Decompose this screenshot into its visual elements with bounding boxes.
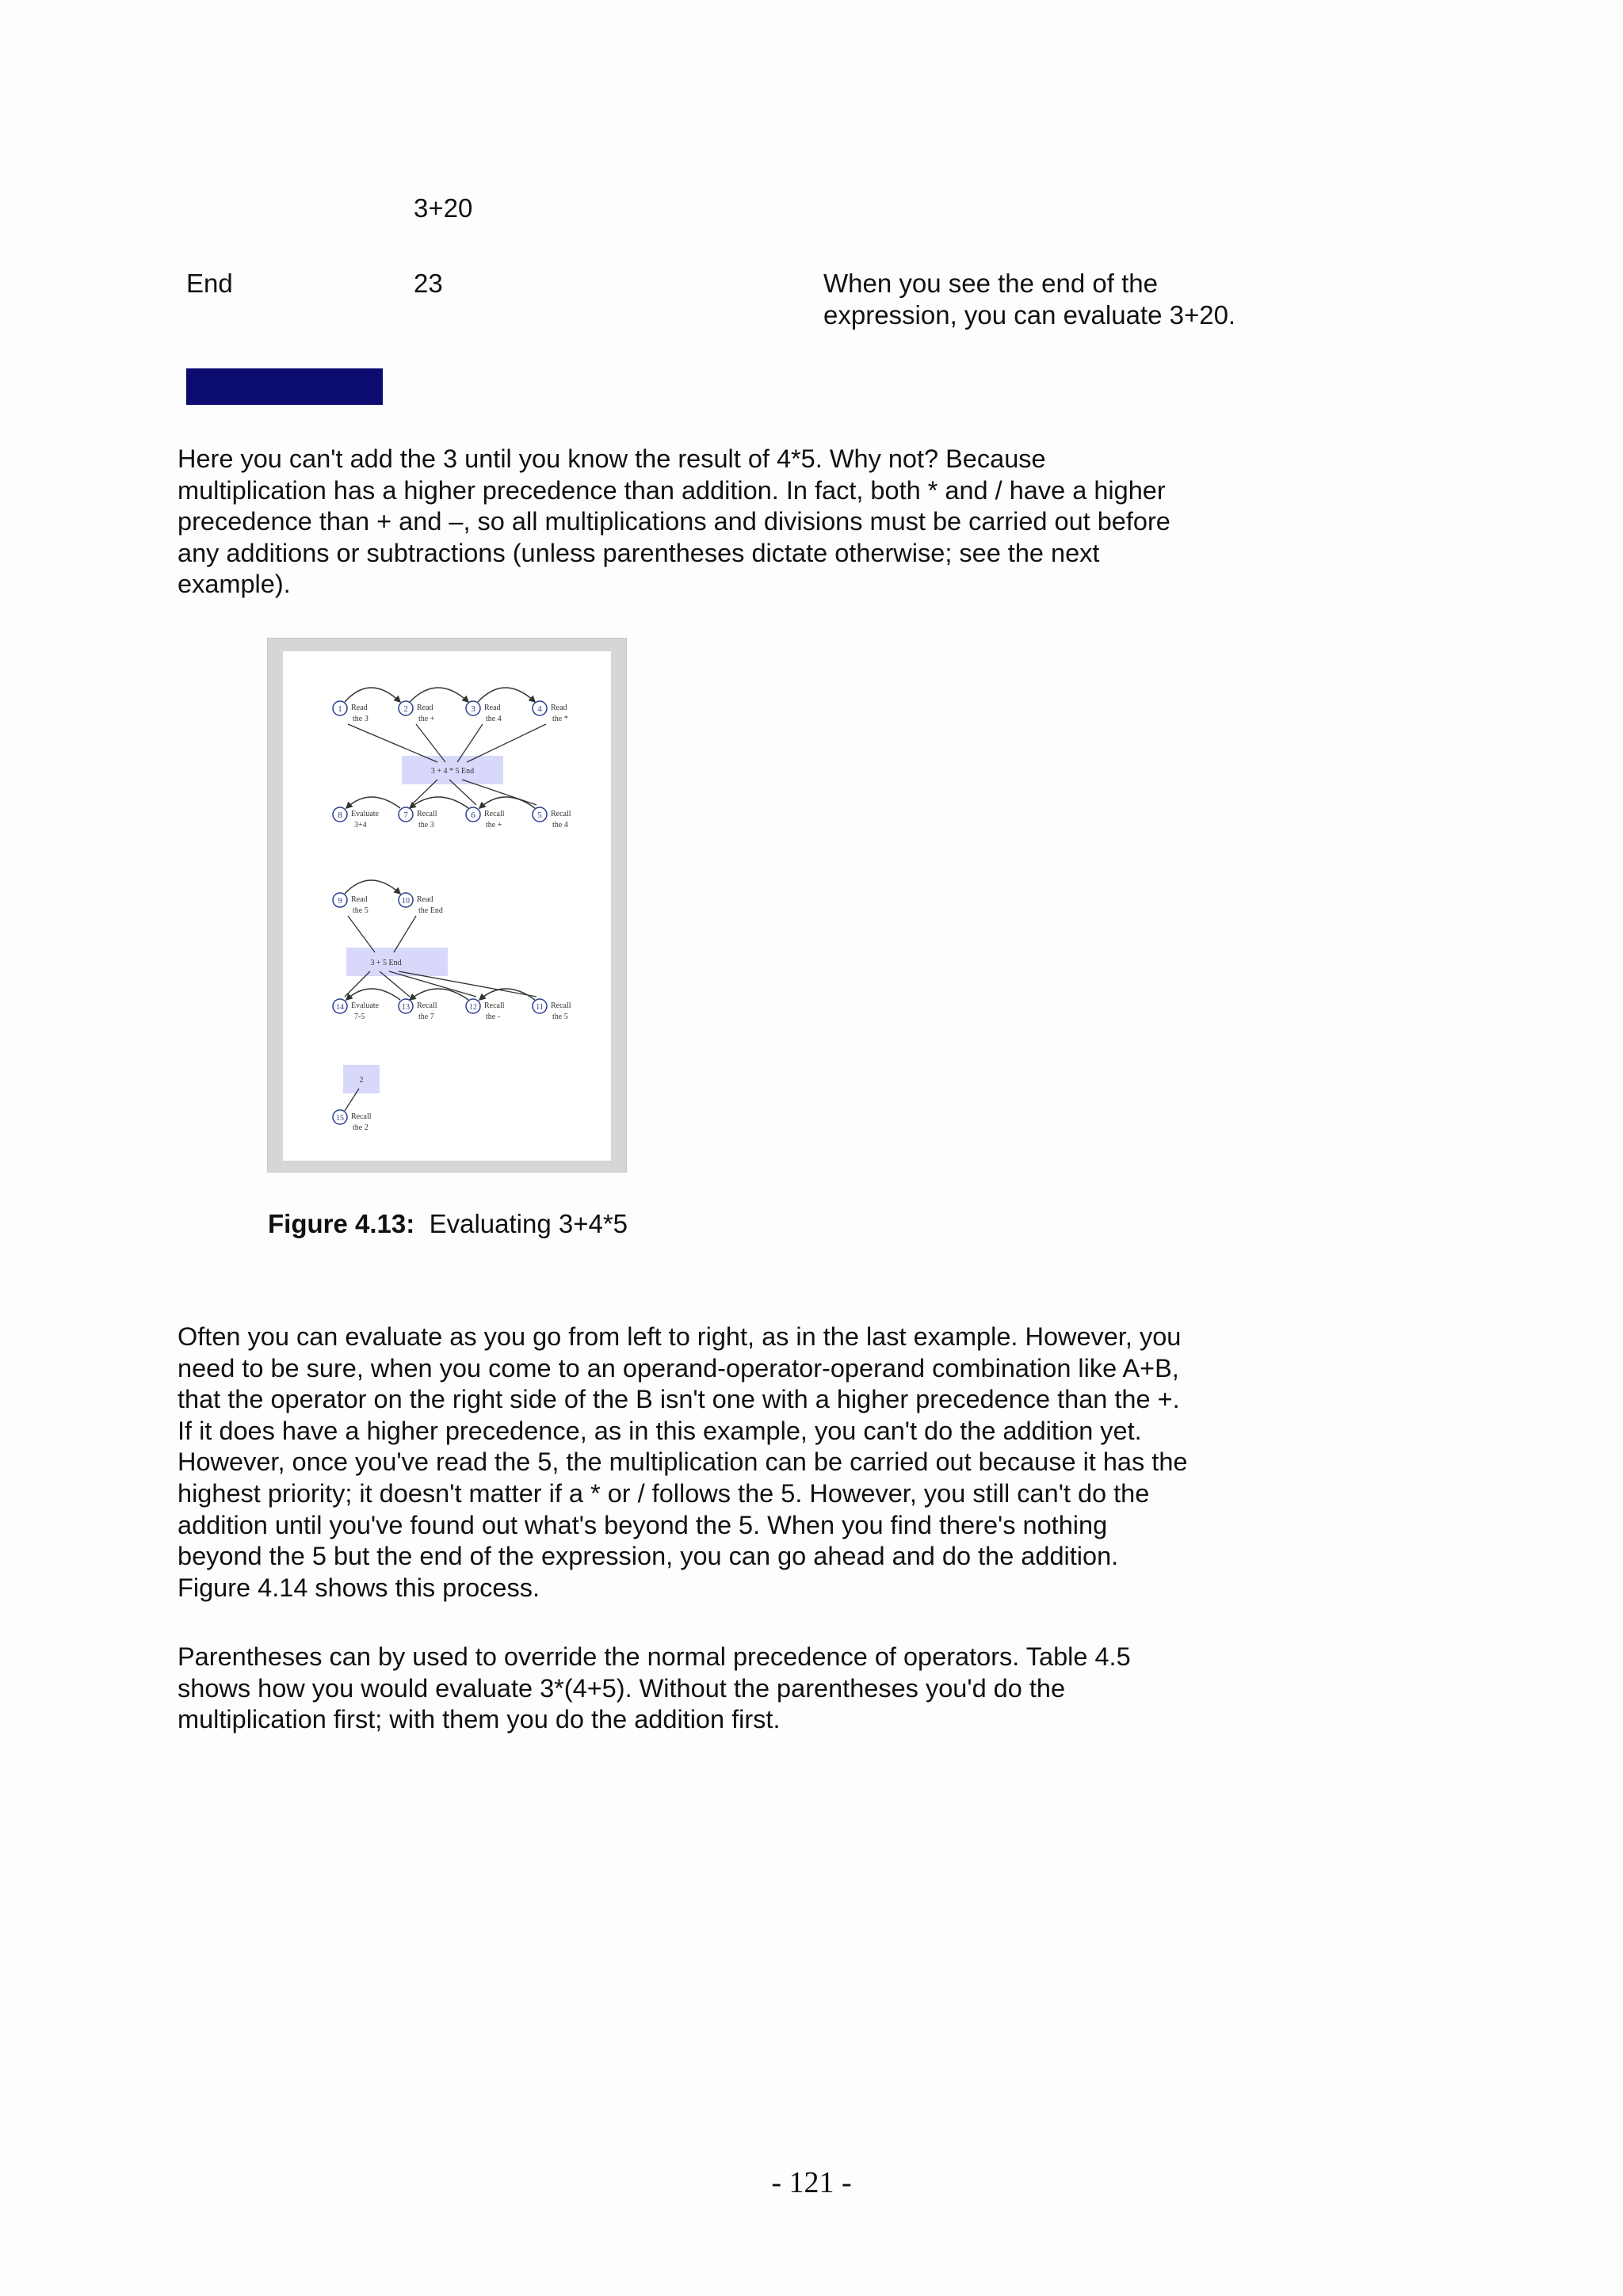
text-line: If it does have a higher precedence, as in this example, you can't do the addition yet.: [178, 1416, 1142, 1445]
node-recall-3: [399, 807, 437, 830]
node-label: Evaluate: [351, 810, 379, 818]
page-number: - 121 -: [771, 2166, 852, 2199]
text-line: Often you can evaluate as you go from left to right, as in the last example. However, you: [178, 1322, 1182, 1351]
node-recall-5: [533, 999, 571, 1021]
text-line: multiplication has a higher precedence than addition. In fact, both * and / have a higher: [178, 475, 1166, 505]
node-number: 14: [336, 1003, 344, 1012]
node-recall-2: [333, 1110, 372, 1132]
text-line: example).: [178, 570, 291, 599]
node-number: 12: [469, 1003, 477, 1012]
node-label: 3+4: [354, 821, 367, 830]
node-number: 2: [403, 704, 408, 714]
connector-line: [348, 724, 437, 762]
node-label: the 5: [552, 1013, 568, 1021]
node-label: Recall: [417, 1001, 437, 1010]
node-number: 8: [338, 810, 342, 820]
figure-caption-label: Figure 4.13:: [268, 1209, 415, 1238]
node-number: 15: [336, 1114, 344, 1123]
figure-caption: [268, 1208, 628, 1240]
node-label: Recall: [551, 1001, 571, 1010]
flow-arc: [346, 989, 400, 1000]
node-label: 7-5: [354, 1013, 365, 1021]
paragraph-precedence: [178, 444, 1271, 601]
table-cell-expression-2: 23: [414, 269, 443, 298]
paragraph-parentheses: [178, 1642, 1271, 1736]
flow-arc: [345, 880, 400, 894]
node-label: the 5: [353, 906, 369, 915]
node-label: Recall: [417, 810, 437, 818]
stack-box-label: 3 + 5 End: [370, 959, 402, 967]
node-label: the 4: [486, 715, 502, 723]
text-line: Parentheses can by used to override the normal precedence of operators. Table 4.5: [178, 1642, 1131, 1671]
node-recall-plus: [466, 807, 505, 830]
connector-line: [394, 916, 416, 952]
flow-arc: [410, 688, 468, 702]
node-label: the 3: [418, 821, 434, 830]
node-label: the -: [486, 1013, 501, 1021]
node-number: 6: [471, 810, 475, 820]
node-label: the 2: [353, 1123, 369, 1132]
node-label: Read: [417, 704, 433, 712]
text-line: any additions or subtractions (unless parentheses dictate otherwise; see the next: [178, 538, 1100, 567]
comment-line-1: When you see the end of the: [823, 269, 1158, 298]
node-label: Recall: [551, 810, 571, 818]
text-line: Figure 4.14 shows this process.: [178, 1573, 540, 1602]
text-line: precedence than + and –, so all multiplications and divisions must be carried out before: [178, 507, 1170, 536]
node-label: the 4: [552, 821, 568, 830]
node-label: the +: [418, 715, 435, 723]
node-number: 11: [536, 1003, 544, 1012]
node-number: 3: [471, 704, 475, 714]
table-cell-comment: [823, 268, 1235, 331]
evaluation-diagram: [283, 651, 611, 1161]
node-number: 7: [403, 810, 408, 820]
stack-box-label: 2: [359, 1076, 364, 1085]
node-read-end: [399, 893, 443, 915]
node-label: Recall: [351, 1112, 372, 1121]
node-read-star: [533, 701, 568, 723]
flow-arc: [478, 688, 535, 702]
flow-arc: [479, 989, 535, 1000]
node-number: 1: [338, 704, 342, 714]
node-number: 4: [537, 704, 542, 714]
text-line: that the operator on the right side of the B isn't one with a higher precedence than the +.: [178, 1385, 1180, 1414]
text-line: addition until you've found out what's beyond the 5. When you find there's nothing: [178, 1510, 1108, 1539]
node-recall-4: [533, 807, 571, 830]
node-number: 9: [338, 896, 342, 906]
text-line: multiplication first; with them you do the addition first.: [178, 1705, 781, 1734]
node-label: the +: [486, 821, 502, 830]
table-header-bar: [186, 368, 383, 405]
text-line: shows how you would evaluate 3*(4+5). Without the parentheses you'd do the: [178, 1673, 1066, 1703]
node-read-plus: [399, 701, 435, 723]
paragraph-left-to-right: [178, 1322, 1271, 1604]
node-evaluate-3-4: [333, 807, 380, 830]
figure-caption-text: Evaluating 3+4*5: [429, 1209, 628, 1238]
node-label: the *: [552, 715, 568, 723]
figure-canvas: [283, 651, 611, 1161]
node-recall-minus: [466, 999, 505, 1021]
node-evaluate-7-5: [333, 999, 380, 1021]
node-read-3: [333, 701, 369, 723]
node-number: 13: [402, 1003, 410, 1012]
node-label: Read: [351, 895, 368, 904]
node-label: Recall: [484, 810, 505, 818]
node-recall-7: [399, 999, 437, 1021]
flow-arc: [346, 797, 400, 808]
text-line: However, once you've read the 5, the multiplication can be carried out because it has the: [178, 1447, 1188, 1477]
node-number: 5: [537, 810, 542, 820]
flow-arc: [345, 688, 400, 702]
connector-line: [348, 916, 375, 952]
comment-line-2: expression, you can evaluate 3+20.: [823, 300, 1236, 330]
node-label: the 3: [353, 715, 369, 723]
flow-arc: [410, 797, 468, 808]
node-label: the End: [418, 906, 443, 915]
flow-arc: [479, 797, 535, 808]
node-label: Read: [484, 704, 501, 712]
node-label: Evaluate: [351, 1001, 379, 1010]
flow-arc: [410, 989, 468, 1000]
node-label: Read: [551, 704, 567, 712]
node-read-5: [333, 893, 369, 915]
table-cell-expression-1: 3+20: [414, 193, 473, 223]
figure-4-13: [267, 638, 627, 1173]
table-cell-step-end: End: [186, 269, 233, 298]
connector-line: [399, 971, 537, 997]
text-line: Here you can't add the 3 until you know the result of 4*5. Why not? Because: [178, 444, 1046, 473]
stack-box-label: 3 + 4 * 5 End: [430, 767, 475, 776]
text-line: beyond the 5 but the end of the expression, you can go ahead and do the addition.: [178, 1542, 1119, 1571]
text-line: need to be sure, when you come to an operand-operator-operand combination like A+B,: [178, 1353, 1179, 1383]
node-label: Read: [417, 895, 433, 904]
text-line: highest priority; it doesn't matter if a * or / follows the 5. However, you still can't do the: [178, 1478, 1150, 1508]
node-read-4: [466, 701, 502, 723]
node-label: the 7: [418, 1013, 434, 1021]
node-number: 10: [402, 897, 410, 906]
node-label: Recall: [484, 1001, 505, 1010]
node-label: Read: [351, 704, 368, 712]
